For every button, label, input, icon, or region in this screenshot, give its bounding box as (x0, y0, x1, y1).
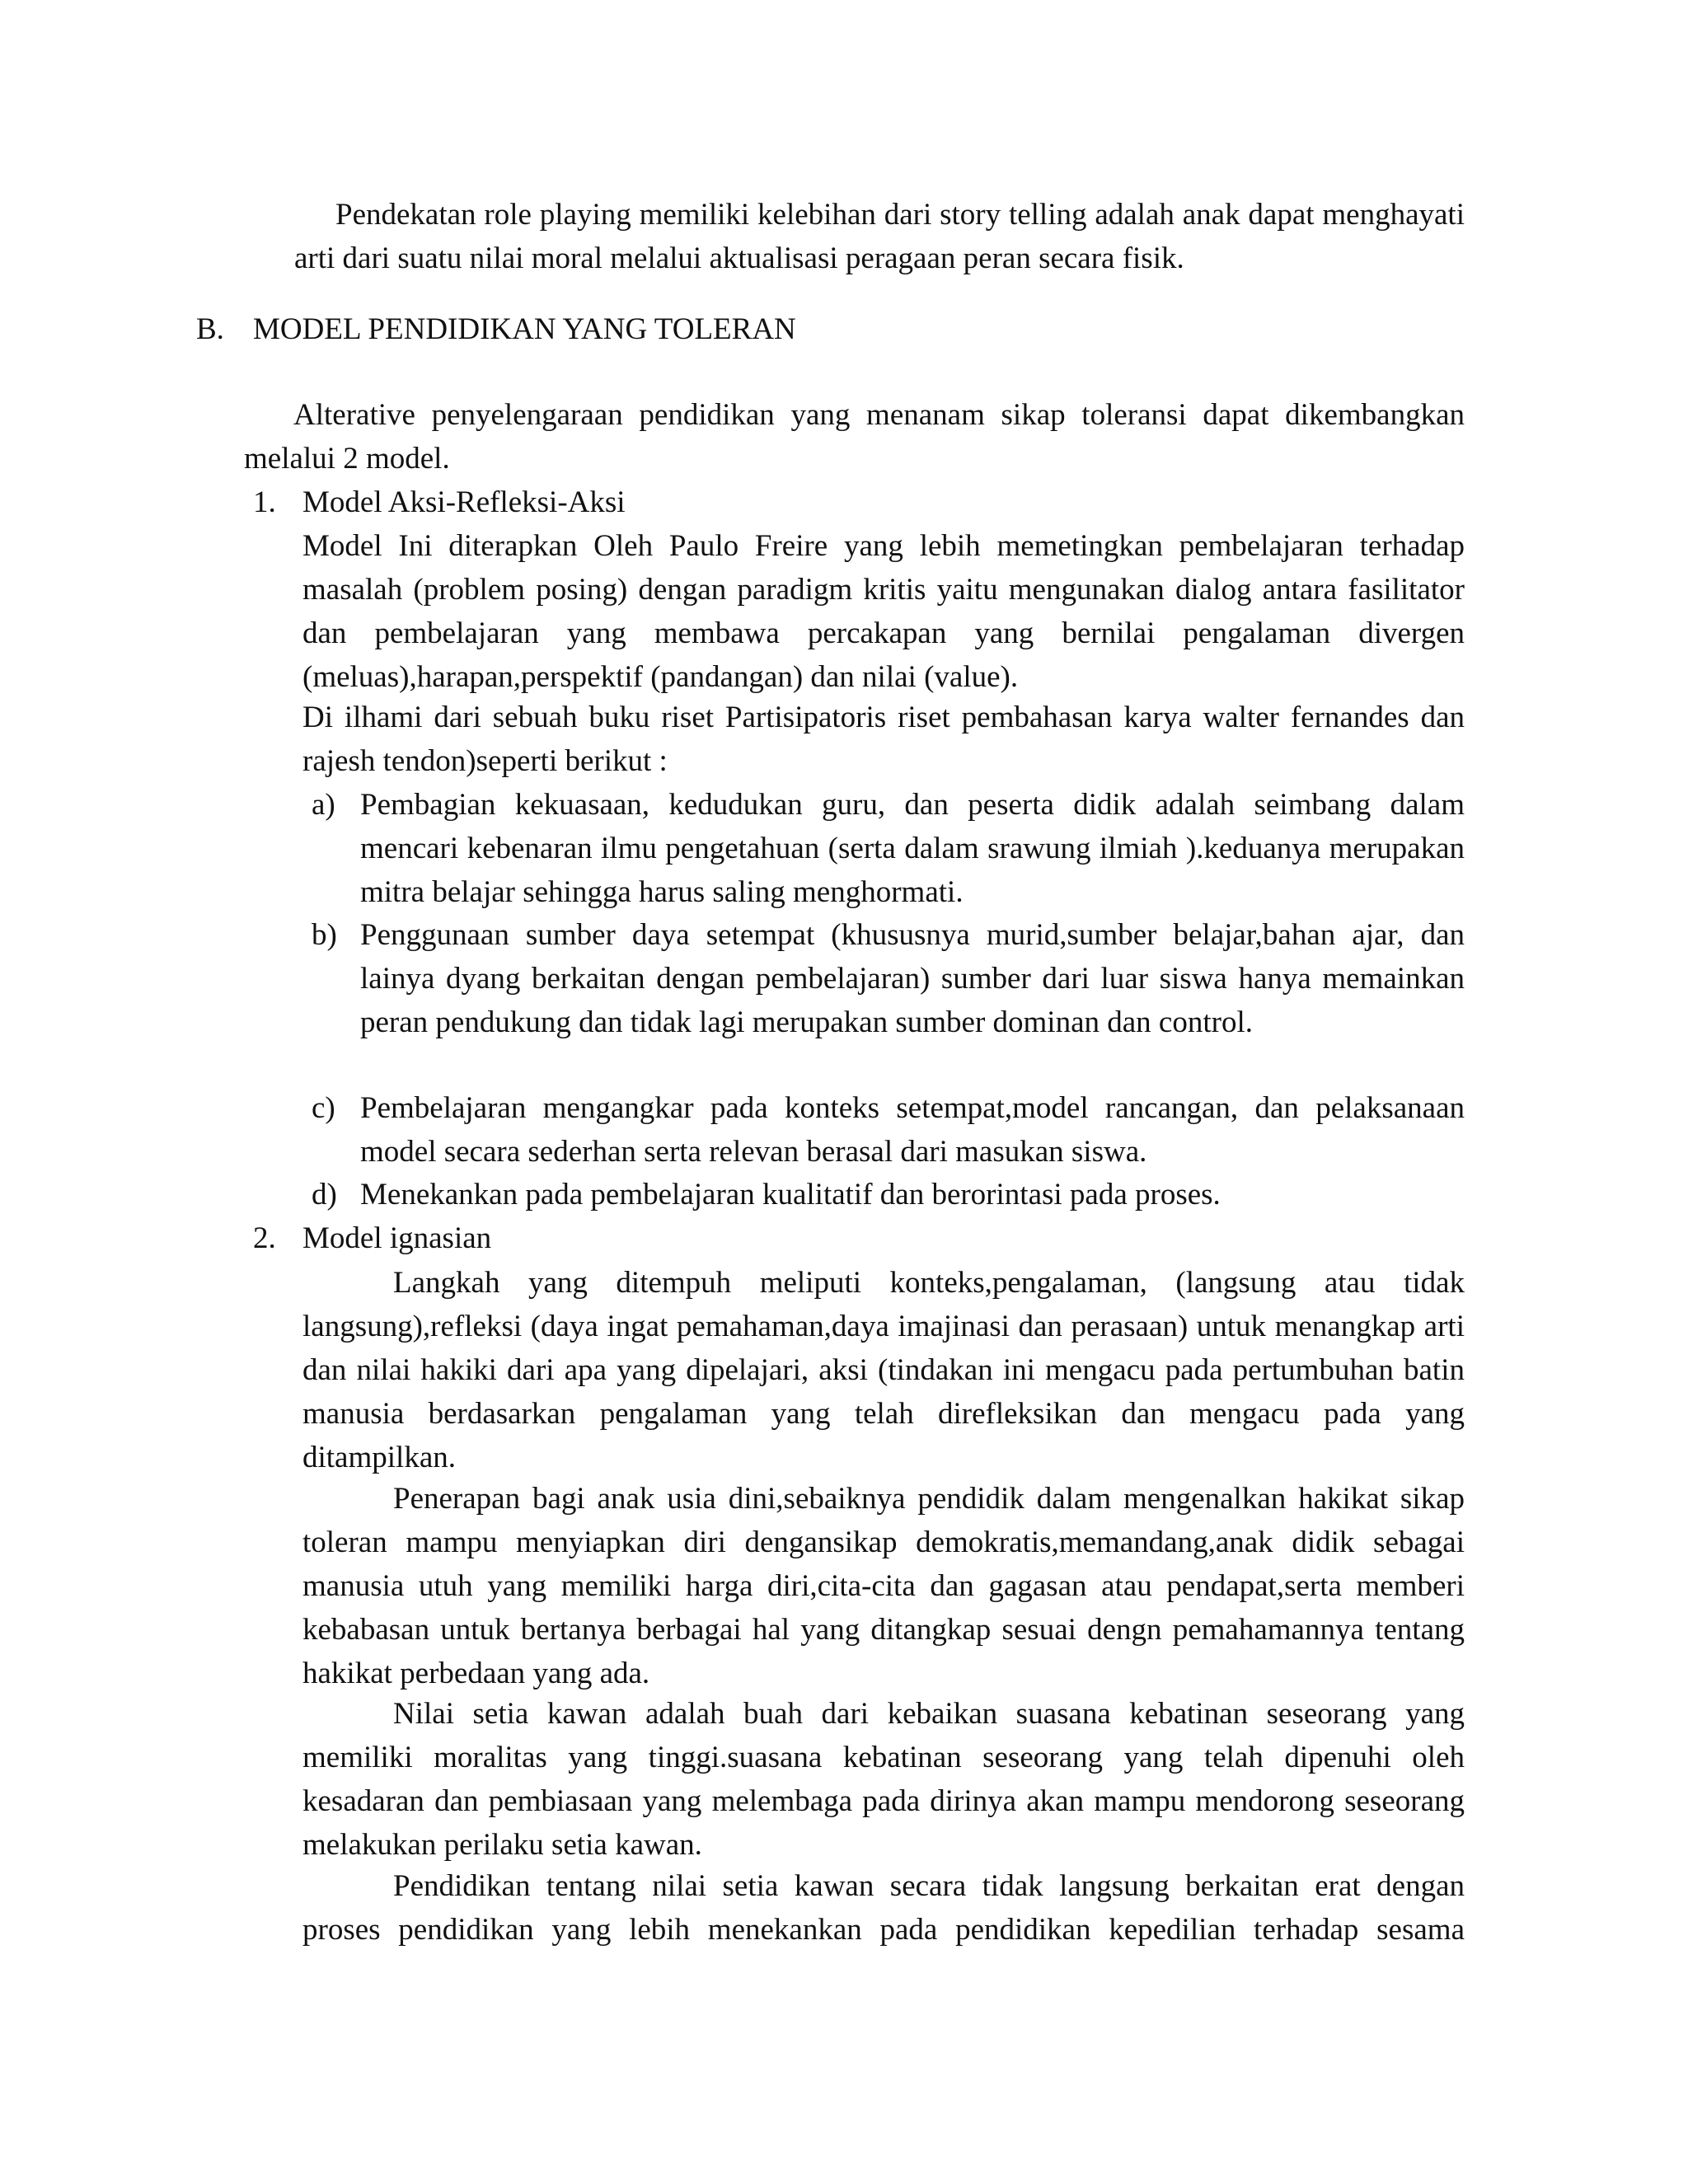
model2-paragraph-4: Pendidikan tentang nilai setia kawan secara tidak langsung berkaitan erat dengan proses pendidikan yang lebih menekankan pada pendidikan kepedilian terhadap sesama (302, 1869, 1465, 1947)
model1-item-d-marker: d) (312, 1178, 337, 1212)
model2-paragraph-3: Nilai setia kawan adalah buah dari kebaikan suasana kebatinan seseorang yang memiliki moralitas yang tinggi.suasana kebatinan seseorang yang telah dipenuhi oleh kesadaran dan pembiasaan yang melembaga pada dirinya akan mampu mendorong seseorang melakukan perilaku setia kawan. (302, 1697, 1465, 1862)
model1-item-c-text: Pembelajaran mengangkar pada konteks setempat,model rancangan, dan pelaksanaan model secara sederhan serta relevan berasal dari masukan siswa. (360, 1091, 1465, 1169)
model1-item-b-text: Penggunaan sumber daya setempat (khususnya murid,sumber belajar,bahan ajar, dan lainya dyang berkaitan dengan pembelajaran) sumber dari luar siswa hanya memainkan peran pendukung dan tidak lagi merupakan sumber dominan dan control. (360, 918, 1465, 1039)
model2-title: Model ignasian (302, 1221, 492, 1255)
section-b-title: MODEL PENDIDIKAN YANG TOLERAN (253, 312, 796, 346)
model1-item-d-text: Menekankan pada pembelajaran kualitatif dan berorintasi pada proses. (360, 1178, 1221, 1212)
model2-paragraph-2: Penerapan bagi anak usia dini,sebaiknya pendidik dalam mengenalkan hakikat sikap toleran mampu menyiapkan diri dengansikap demokratis,memandang,anak didik sebagai manusia utuh yang memiliki harga diri,cita-cita dan gagasan atau pendapat,serta memberi kebabasan untuk bertanya berbagai hal yang ditangkap sesuai dengn pemahamannya tentang hakikat perbedaan yang ada. (302, 1482, 1465, 1690)
intro-paragraph: Pendekatan role playing memiliki kelebihan dari story telling adalah anak dapat menghayati arti dari suatu nilai moral melalui aktualisasi peragaan peran secara fisik. (294, 198, 1465, 275)
model1-title: Model Aksi-Refleksi-Aksi (302, 485, 626, 519)
model2-paragraph-1: Langkah yang ditempuh meliputi konteks,pengalaman, (langsung atau tidak langsung),refleksi (daya ingat pemahaman,daya imajinasi dan perasaan) untuk menangkap arti dan nilai hakiki dari apa yang dipelajari, aksi (tindakan ini mengacu pada pertumbuhan batin manusia berdasarkan pengalaman yang telah direfleksikan dan mengacu pada yang ditampilkan. (302, 1266, 1465, 1474)
model1-paragraph-2: Di ilhami dari sebuah buku riset Partisipatoris riset pembahasan karya walter fernandes dan rajesh tendon)seperti berikut : (302, 701, 1465, 778)
model1-item-a-text: Pembagian kekuasaan, kedudukan guru, dan peserta didik adalah seimbang dalam mencari kebenaran ilmu pengetahuan (serta dalam srawung ilmiah ).keduanya merupakan mitra belajar sehingga harus saling menghormati. (360, 788, 1465, 909)
model1-item-a-marker: a) (312, 788, 335, 822)
model2-number: 2. (253, 1221, 276, 1255)
model1-paragraph-1: Model Ini diterapkan Oleh Paulo Freire yang lebih memetingkan pembelajaran terhadap masalah (problem posing) dengan paradigm kritis yaitu mengunakan dialog antara fasilitator dan pembelajaran yang membawa percakapan yang bernilai pengalaman divergen (meluas),harapan,perspektif (pandangan) dan nilai (value). (302, 529, 1465, 694)
model1-item-c-marker: c) (312, 1091, 335, 1125)
model1-item-b-marker: b) (312, 918, 337, 952)
section-b-intro: Alterative penyelengaraan pendidikan yang menanam sikap toleransi dapat dikembangkan melalui 2 model. (244, 398, 1465, 476)
section-b-label: B. (196, 312, 224, 346)
model1-number: 1. (253, 485, 276, 519)
